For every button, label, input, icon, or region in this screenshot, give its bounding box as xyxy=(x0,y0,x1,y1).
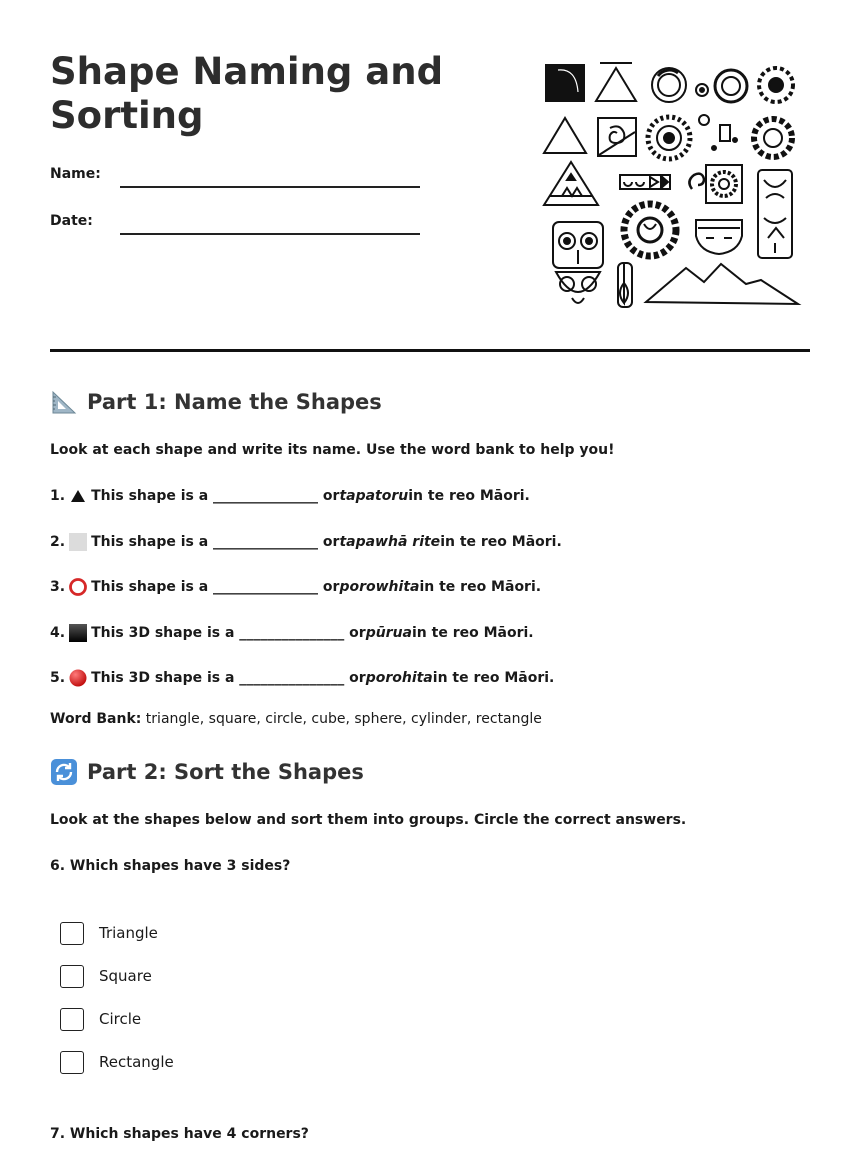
checkbox[interactable] xyxy=(60,965,84,988)
question-text: This 3D shape is a _______________ or xyxy=(91,670,366,686)
starburst-circle-motif xyxy=(624,204,676,256)
question-number: 4. xyxy=(50,625,66,641)
question-number: 5. xyxy=(50,670,66,686)
question-number: 1. xyxy=(50,488,66,504)
patterned-triangle-motif xyxy=(544,162,598,205)
question-1 xyxy=(50,487,530,505)
maori-term: tapawhā rite xyxy=(339,534,441,550)
tiki-totem-motif xyxy=(758,170,792,258)
checkbox[interactable] xyxy=(60,922,84,945)
question-suffix: in te reo Māori. xyxy=(408,488,530,504)
question-7: 7. Which shapes have 4 corners? xyxy=(50,1126,309,1142)
spiked-circle-motif xyxy=(648,117,690,159)
checkbox[interactable] xyxy=(60,1051,84,1074)
checkbox[interactable] xyxy=(60,1008,84,1031)
question-text: This 3D shape is a _______________ or xyxy=(91,625,366,641)
outline-triangle-motif xyxy=(544,118,586,153)
date-line[interactable] xyxy=(120,233,420,235)
mask-motif xyxy=(696,220,742,254)
part1-heading-text: Part 1: Name the Shapes xyxy=(87,390,382,414)
part2-heading xyxy=(50,758,364,786)
question-suffix: in te reo Māori. xyxy=(440,534,562,550)
swirl-circle-motif xyxy=(652,68,686,102)
red-circle-outline-icon xyxy=(69,578,87,596)
framed-spiral-motif xyxy=(598,118,636,156)
option-circle[interactable] xyxy=(60,1007,141,1031)
maori-term: porohita xyxy=(365,670,433,686)
grey-square-icon xyxy=(69,533,87,551)
dot-circle-motif xyxy=(696,84,708,96)
black-cube-icon xyxy=(69,624,87,642)
question-3 xyxy=(50,578,541,596)
koru-motif xyxy=(689,174,704,189)
name-label: Name: xyxy=(50,166,101,182)
date-field xyxy=(50,213,422,237)
option-label: Circle xyxy=(99,1010,142,1028)
triangular-ruler-icon xyxy=(50,388,78,416)
red-sphere-icon xyxy=(69,669,87,687)
rafter-pattern-motif xyxy=(620,175,670,189)
triangle-bar-motif xyxy=(596,63,636,101)
framed-sun-motif xyxy=(706,165,742,203)
part1-instructions: Look at each shape and write its name. Use the word bank to help you! xyxy=(50,442,615,458)
option-square[interactable] xyxy=(60,964,152,988)
question-text: This shape is a _______________ or xyxy=(91,488,340,504)
option-label: Rectangle xyxy=(99,1053,174,1071)
part1-heading xyxy=(50,388,382,416)
name-line[interactable] xyxy=(120,186,420,188)
word-bank-label: Word Bank: xyxy=(50,711,142,727)
question-suffix: in te reo Māori. xyxy=(412,625,534,641)
option-label: Triangle xyxy=(99,924,158,942)
question-6: 6. Which shapes have 3 sides? xyxy=(50,858,291,874)
tiki-face-motif xyxy=(553,222,603,303)
question-4 xyxy=(50,624,534,642)
sun-motif xyxy=(759,68,793,102)
word-bank xyxy=(50,711,542,727)
option-triangle[interactable] xyxy=(60,921,158,945)
word-bank-words: triangle, square, circle, cube, sphere, cylinder, rectangle xyxy=(141,711,542,727)
mountains-motif xyxy=(646,264,798,304)
segmented-ring-motif xyxy=(754,119,792,157)
date-label: Date: xyxy=(50,213,93,229)
question-suffix: in te reo Māori. xyxy=(419,579,542,595)
question-text: This shape is a _______________ or xyxy=(91,579,340,595)
black-triangle-icon xyxy=(69,487,87,505)
option-rectangle[interactable] xyxy=(60,1050,174,1074)
small-knot-motif xyxy=(699,115,737,150)
maori-term: tapatoru xyxy=(339,488,409,504)
arrows-cycle-icon xyxy=(50,758,78,786)
page-title: Shape Naming and Sorting xyxy=(50,50,444,137)
name-field xyxy=(50,166,422,190)
question-5 xyxy=(50,669,554,687)
question-text: This shape is a _______________ or xyxy=(91,534,340,550)
ring-motif xyxy=(715,70,747,102)
part2-instructions: Look at the shapes below and sort them into groups. Circle the correct answers. xyxy=(50,812,687,828)
header-divider xyxy=(50,349,810,352)
question-number: 2. xyxy=(50,534,66,550)
question-suffix: in te reo Māori. xyxy=(432,670,555,686)
figure-motif xyxy=(618,263,632,307)
maori-term: porowhita xyxy=(339,579,420,595)
maori-motifs-illustration xyxy=(536,58,804,312)
part2-heading-text: Part 2: Sort the Shapes xyxy=(87,760,364,784)
maori-term: pūrua xyxy=(365,625,412,641)
question-number: 3. xyxy=(50,579,66,595)
question-2 xyxy=(50,533,562,551)
option-label: Square xyxy=(99,967,152,985)
